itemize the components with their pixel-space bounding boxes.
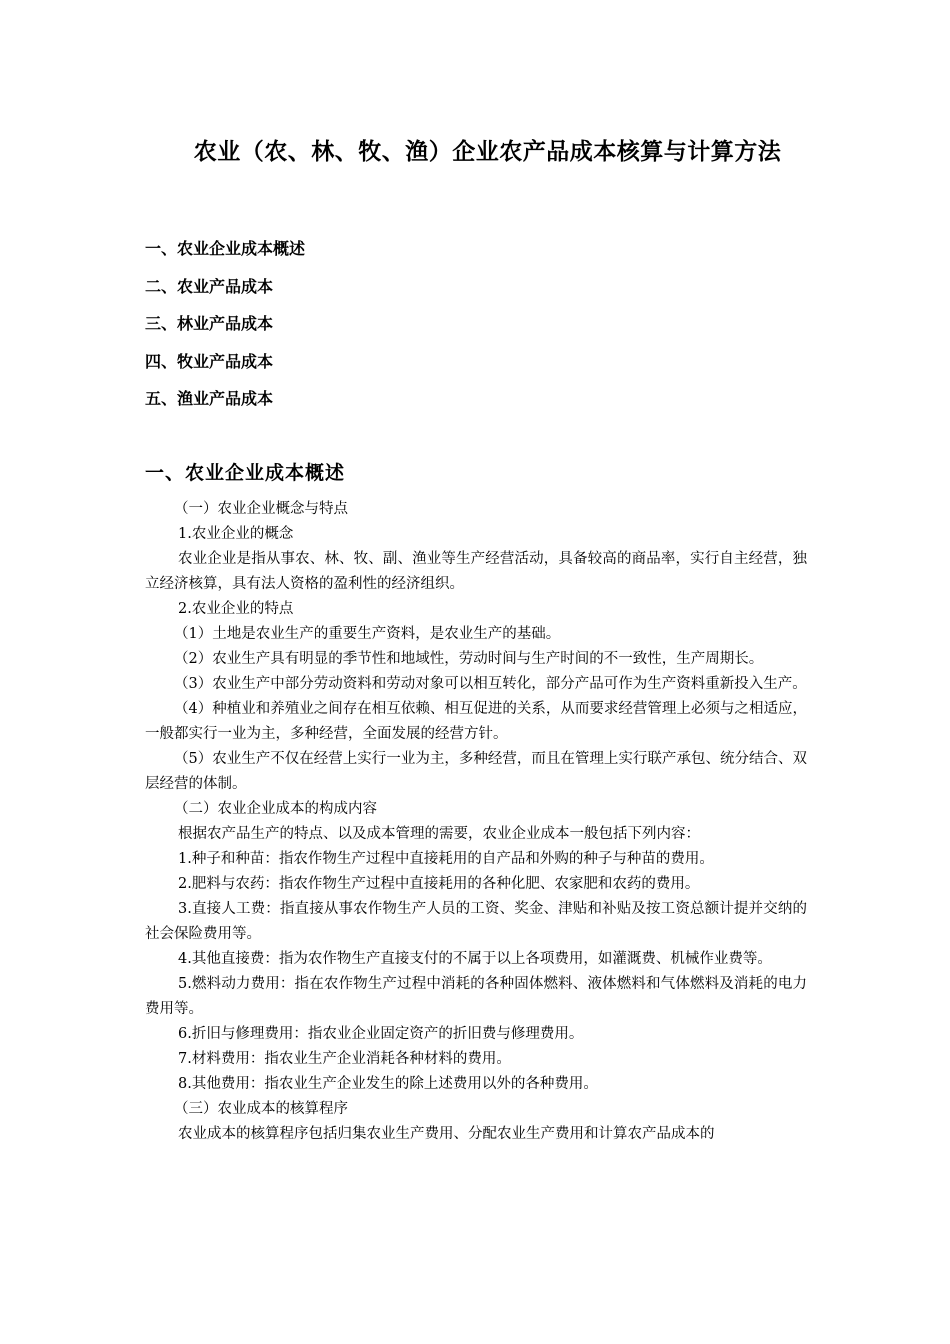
paragraph: （5）农业生产不仅在经营上实行一业为主，多种经营，而且在管理上实行联产承包、统分结合、双层经营的体制。 — [145, 751, 807, 792]
paragraph: 6.折旧与修理费用：指农业企业固定资产的折旧费与修理费用。 — [178, 1026, 584, 1042]
toc-item-livestock[interactable]: 四、牧业产品成本 — [145, 351, 274, 371]
subsection-heading: （一）农业企业概念与特点 — [174, 501, 348, 517]
subsection-heading: （三）农业成本的核算程序 — [174, 1101, 348, 1117]
paragraph: （4）种植业和养殖业之间存在相互依赖、相互促进的关系，从而要求经营管理上必须与之相适应，一般都实行一业为主，多种经营，全面发展的经营方针。 — [145, 701, 807, 742]
paragraph: 农业成本的核算程序包括归集农业生产费用、分配农业生产费用和计算农产品成本的 — [178, 1126, 715, 1142]
paragraph: （1）土地是农业生产的重要生产资料，是农业生产的基础。 — [174, 626, 561, 642]
paragraph: 1.种子和种苗：指农作物生产过程中直接耗用的自产品和外购的种子与种苗的费用。 — [178, 851, 714, 867]
toc-item-overview[interactable]: 一、农业企业成本概述 — [145, 239, 306, 258]
paragraph: 2.农业企业的特点 — [178, 601, 294, 617]
paragraph: 3.直接人工费：指直接从事农作物生产人员的工资、奖金、津贴和补贴及按工资总额计提并交纳的社会保险费用等。 — [145, 901, 807, 942]
paragraph: 根据农产品生产的特点、以及成本管理的需要，农业企业成本一般包括下列内容： — [178, 826, 701, 842]
paragraph: 7.材料费用：指农业生产企业消耗各种材料的费用。 — [178, 1051, 511, 1067]
paragraph: 5.燃料动力费用：指在农作物生产过程中消耗的各种固体燃料、液体燃料和气体燃料及消耗的电力费用等。 — [145, 976, 807, 1017]
subsection-heading: （二）农业企业成本的构成内容 — [174, 801, 377, 817]
document-title: 农业（农、林、牧、渔）企业农产品成本核算与计算方法 — [193, 139, 782, 165]
paragraph: （2）农业生产具有明显的季节性和地域性，劳动时间与生产时间的不一致性，生产周期长。 — [174, 651, 764, 667]
toc-item-agriculture[interactable]: 二、农业产品成本 — [145, 276, 274, 296]
paragraph: 4.其他直接费：指为农作物生产直接支付的不属于以上各项费用，如灌溉费、机械作业费等。 — [178, 951, 772, 967]
paragraph: 2.肥料与农药：指农作物生产过程中直接耗用的各种化肥、农家肥和农药的费用。 — [178, 876, 700, 892]
toc-item-fishery[interactable]: 五、渔业产品成本 — [145, 389, 274, 408]
toc-item-forestry[interactable]: 三、林业产品成本 — [145, 314, 274, 333]
paragraph: 1.农业企业的概念 — [178, 526, 294, 542]
section-body — [145, 497, 807, 1147]
paragraph: （3）农业生产中部分劳动资料和劳动对象可以相互转化，部分产品可作为生产资料重新投入生产。 — [174, 676, 807, 692]
section-heading: 一、农业企业成本概述 — [145, 462, 346, 484]
table-of-contents — [145, 236, 305, 424]
paragraph: 农业企业是指从事农、林、牧、副、渔业等生产经营活动，具备较高的商品率，实行自主经营，独立经济核算，具有法人资格的盈利性的经济组织。 — [145, 551, 807, 592]
paragraph: 8.其他费用：指农业生产企业发生的除上述费用以外的各种费用。 — [178, 1076, 598, 1092]
